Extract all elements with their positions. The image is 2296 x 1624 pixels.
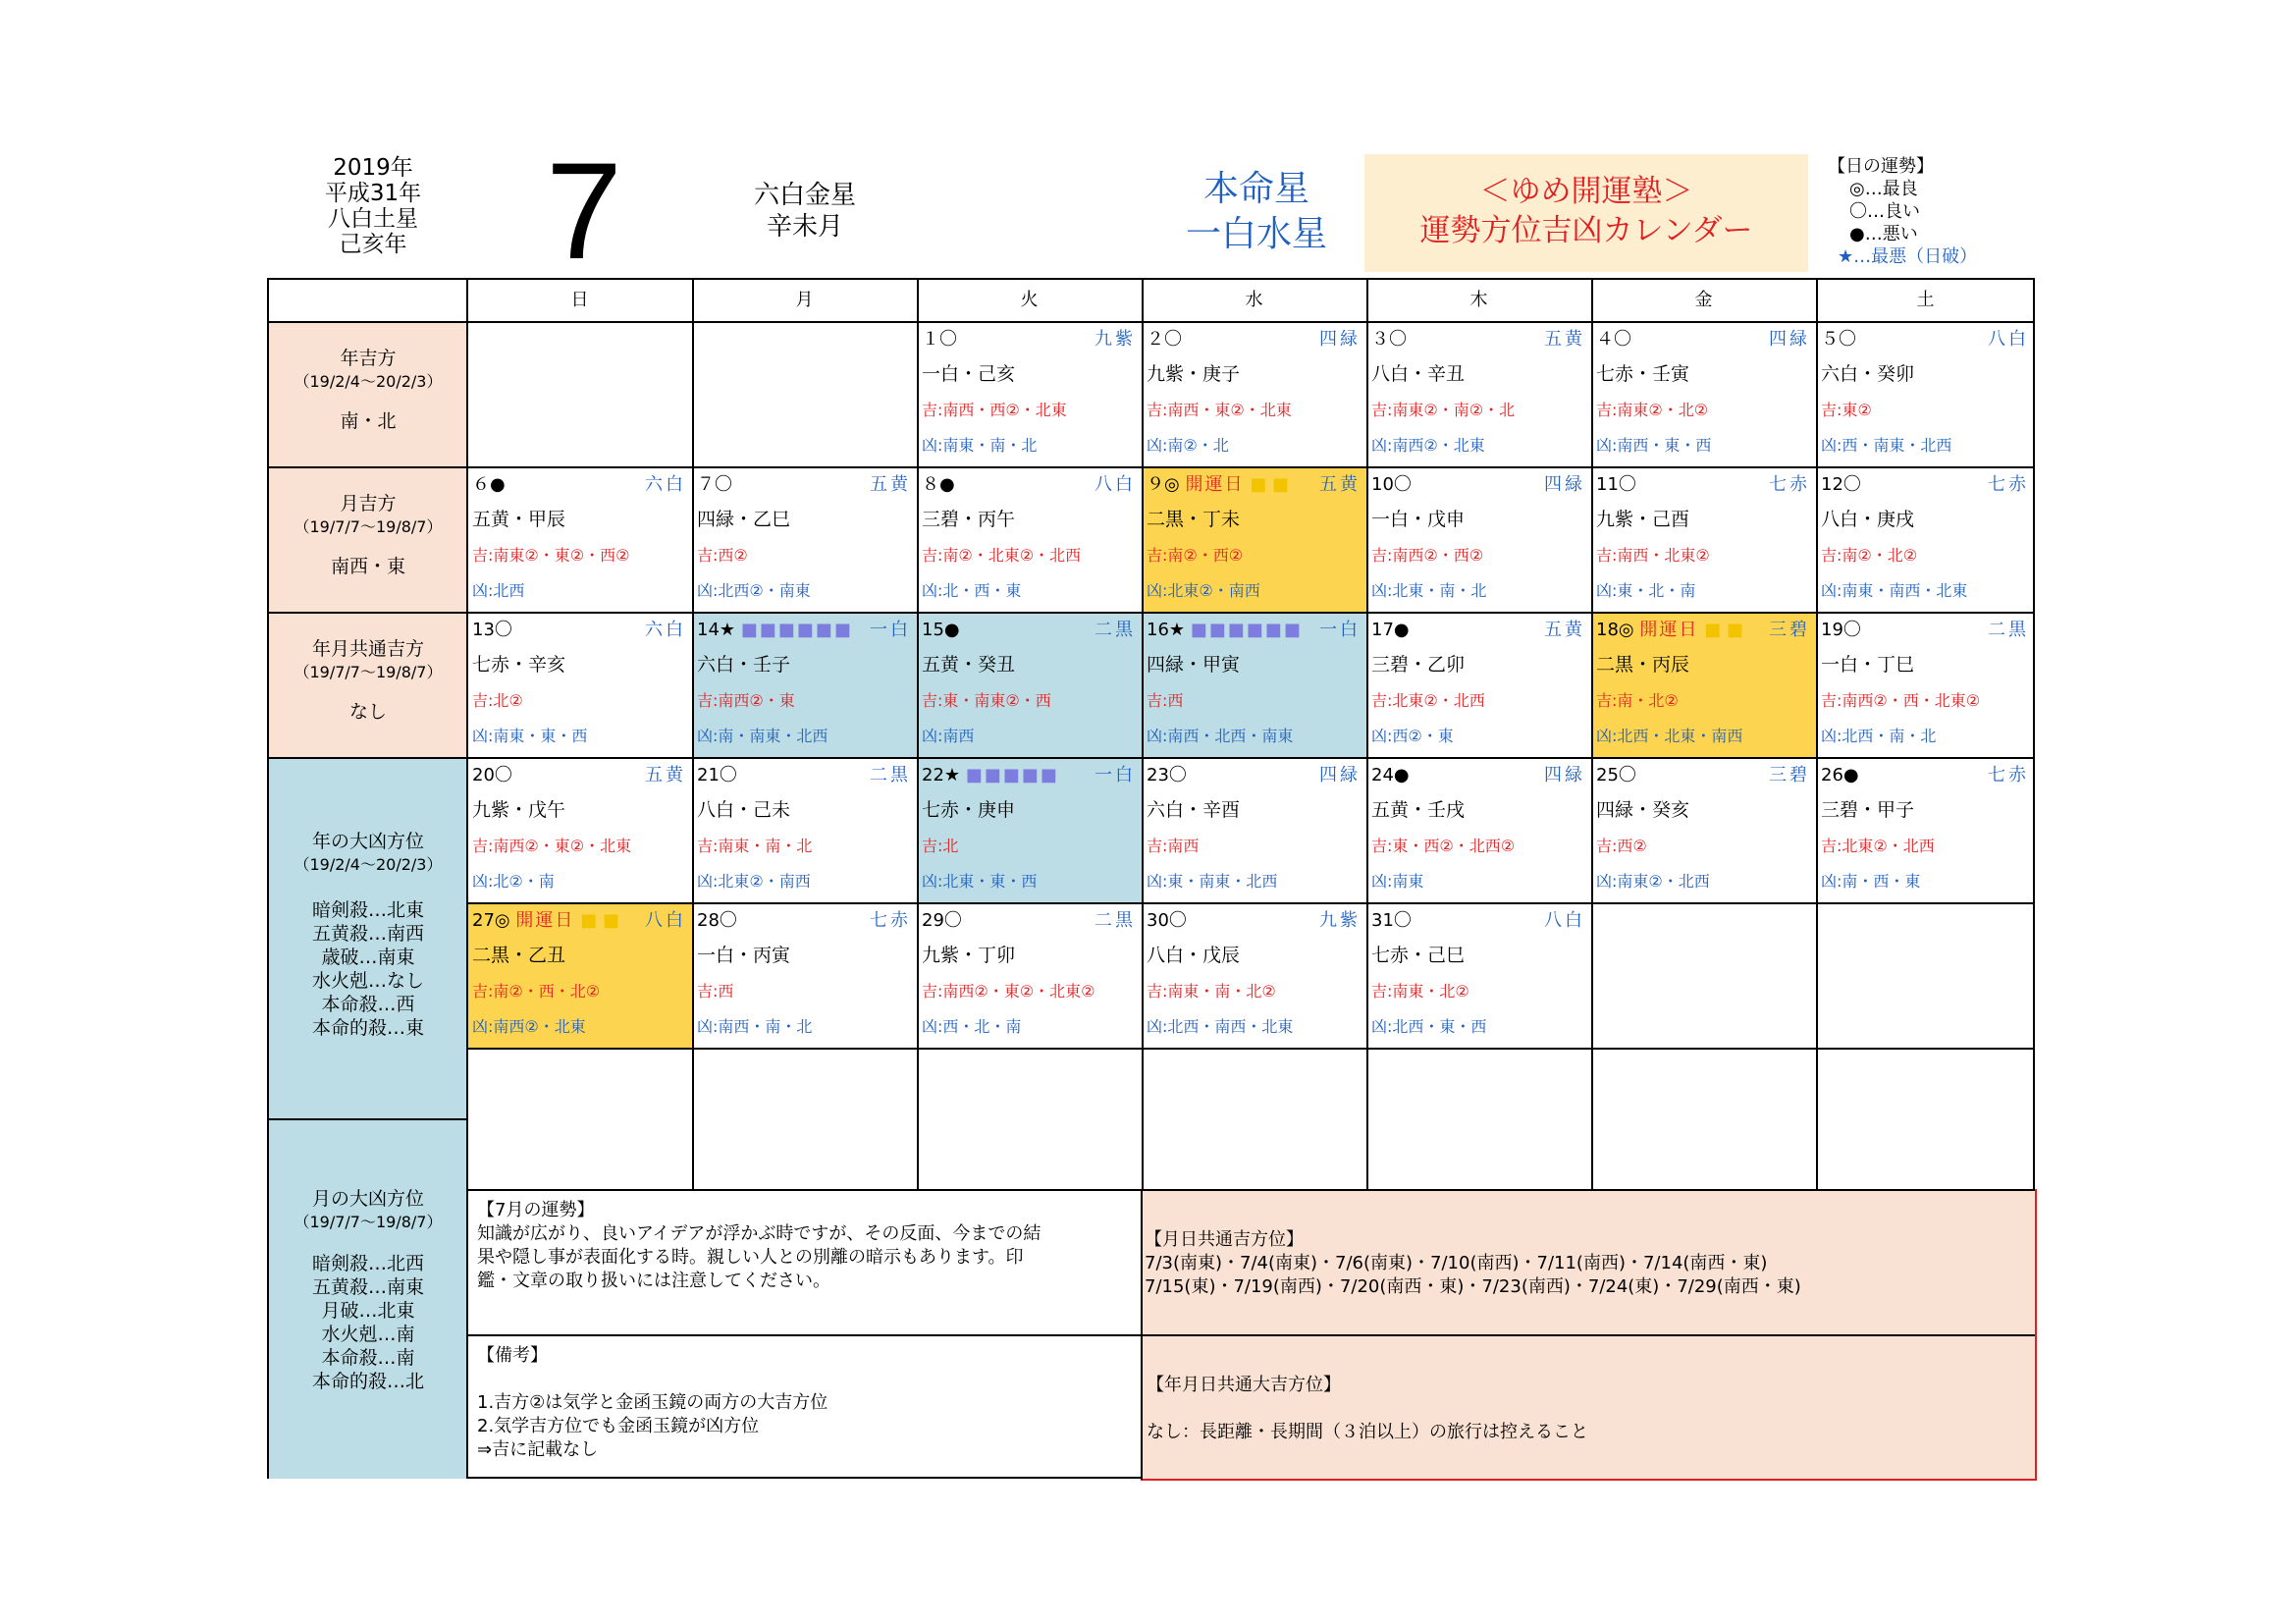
kaiun-badge: 開運日 [515, 910, 575, 931]
legend-item: ●…悪い [1849, 224, 1918, 244]
year-bad-block [269, 757, 467, 1118]
day-label: 29〇 [922, 910, 962, 931]
day-kyo: 凶:北西・北東・南西 [1596, 727, 1743, 745]
month-star-line: 辛未月 [766, 212, 843, 242]
day-kyo: 凶:南西②・北東 [1371, 436, 1485, 455]
day-star: 五黄 [645, 765, 686, 785]
day-star: 一白 [1319, 620, 1361, 640]
day-kichi: 吉:北② [472, 691, 523, 710]
day-star: 八白 [1544, 910, 1585, 931]
month-number: 7 [546, 134, 622, 288]
year-luck-period: （19/2/4～20/2/3） [294, 372, 443, 391]
day-cell[interactable] [1366, 902, 1591, 1048]
month-bad-block [269, 1118, 467, 1479]
day-label: 26● [1821, 765, 1859, 785]
day-kyo: 凶:北・西・東 [922, 581, 1022, 600]
month-bad-item: 月破…北東 [321, 1300, 415, 1322]
day-kichi: 吉:西 [1147, 691, 1184, 710]
grid-vline [466, 280, 468, 1479]
day-cell[interactable] [1816, 466, 2035, 612]
day-kanshi: 五黄・癸丑 [922, 654, 1016, 676]
day-kichi: 吉:南西②・西② [1371, 546, 1484, 565]
month-bad-item: 本命的殺…北 [311, 1371, 424, 1392]
grid-vline [1366, 280, 1368, 1189]
day-kichi: 吉:南西②・西・北東② [1821, 691, 1981, 710]
day-kanshi: 二黒・乙丑 [472, 945, 566, 966]
weekday-wed: 水 [1245, 290, 1263, 310]
month-bad-item: 五黄殺…南東 [311, 1276, 424, 1298]
day-label: 24● [1371, 765, 1410, 785]
day-kanshi: 七赤・庚申 [922, 799, 1016, 821]
day-kanshi: 六白・壬子 [697, 654, 791, 676]
day-label: 14★ [697, 620, 736, 640]
day-cell[interactable] [917, 612, 1142, 757]
kaiun-marks: ■ ■ [1704, 620, 1743, 640]
day-kanshi: 一白・己亥 [922, 363, 1016, 385]
day-label: １〇 [922, 329, 957, 350]
day-star: 九紫 [1319, 910, 1361, 931]
kaiun-badge: 開運日 [1185, 474, 1245, 495]
weekday-fri: 金 [1694, 290, 1713, 310]
day-label: ８● [922, 474, 955, 495]
grid-vline [1141, 1189, 1143, 1480]
ymd-common-box [1141, 1334, 2037, 1481]
day-cell[interactable] [1591, 757, 1816, 902]
year-luck-title: 年吉方 [340, 348, 397, 369]
day-kyo: 凶:北②・南 [472, 872, 555, 891]
title-line: 運勢方位吉凶カレンダー [1419, 213, 1753, 248]
day-kyo: 凶:南・西・東 [1821, 872, 1921, 891]
weekday-tue: 火 [1020, 290, 1039, 310]
year-bad-item: 歳破…南東 [321, 947, 415, 968]
day-cell[interactable] [467, 902, 692, 1048]
weekday-mon: 月 [795, 290, 814, 310]
day-star: 四緑 [1544, 474, 1585, 495]
year-bad-title: 年の大凶方位 [311, 831, 424, 852]
day-label: 18◎ [1596, 620, 1634, 640]
day-label: 10〇 [1371, 474, 1412, 495]
remarks-line: ⇒吉に記載なし [477, 1439, 599, 1460]
day-label: 21〇 [697, 765, 737, 785]
honmei-line: 本命星 [1202, 169, 1309, 209]
day-kanshi: 九紫・丁卯 [922, 945, 1016, 966]
legend-item: 〇…良い [1849, 201, 1920, 222]
day-kanshi: 八白・己未 [697, 799, 791, 821]
day-kanshi: 三碧・丙午 [922, 509, 1016, 530]
day-kanshi: 八白・辛丑 [1371, 363, 1466, 385]
day-star: 三碧 [1769, 620, 1810, 640]
day-kanshi: 六白・辛酉 [1147, 799, 1241, 821]
grid-vline [692, 280, 694, 1189]
day-label: 20〇 [472, 765, 512, 785]
day-kyo: 凶:南東・南・北 [922, 436, 1038, 455]
month-fortune-box [469, 1189, 1142, 1332]
common-luck-block [269, 612, 467, 757]
day-label: ５〇 [1821, 329, 1856, 350]
weekday-thu: 木 [1469, 290, 1488, 310]
day-kyo: 凶:北東・南・北 [1371, 581, 1487, 600]
day-label: 28〇 [697, 910, 737, 931]
day-label: 25〇 [1596, 765, 1636, 785]
common-luck-title: 年月共通吉方 [311, 638, 424, 660]
month-fortune-line: 鑑・文章の取り扱いには注意してください。 [477, 1271, 830, 1291]
day-star: 七赤 [1769, 474, 1810, 495]
year-luck-value: 南・北 [340, 410, 397, 432]
day-kyo: 凶:北東②・南西 [1147, 581, 1260, 600]
day-label: 12〇 [1821, 474, 1861, 495]
year-bad-period: （19/2/4～20/2/3） [294, 855, 443, 874]
day-kichi: 吉:北 [922, 837, 959, 855]
day-kanshi: 二黒・丙辰 [1596, 654, 1690, 676]
common-luck-value: なし [348, 701, 387, 723]
day-kanshi: 一白・戊申 [1371, 509, 1466, 530]
day-star: 八白 [1095, 474, 1136, 495]
day-star: 九紫 [1095, 329, 1136, 350]
day-label: ３〇 [1371, 329, 1407, 350]
day-kanshi: 一白・丁巳 [1821, 654, 1915, 676]
day-kyo: 凶:西・南東・北西 [1821, 436, 1952, 455]
day-star: 五黄 [1319, 474, 1361, 495]
grid-hline [467, 1334, 2035, 1336]
day-kanshi: 四緑・乙巳 [697, 509, 791, 530]
month-bad-item: 水火剋…南 [321, 1324, 415, 1345]
day-cell[interactable] [692, 902, 917, 1048]
day-star: 二黒 [1095, 910, 1136, 931]
day-cell[interactable] [1366, 757, 1591, 902]
day-kanshi: 三碧・甲子 [1821, 799, 1915, 821]
day-cell[interactable] [692, 466, 917, 612]
day-kichi: 吉:北東②・北西 [1821, 837, 1935, 855]
day-star: 八白 [1988, 329, 2029, 350]
day-kichi: 吉:南西②・東 [697, 691, 795, 710]
day-star: 七赤 [1988, 474, 2029, 495]
day-kichi: 吉:東・南東②・西 [922, 691, 1051, 710]
day-fortune-legend [1828, 155, 2024, 268]
remarks-box [469, 1334, 1142, 1478]
month-bad-item: 暗剣殺…北西 [311, 1253, 424, 1274]
day-kyo: 凶:南東 [1371, 872, 1424, 891]
day-kanshi: 三碧・乙卯 [1371, 654, 1466, 676]
day-kanshi: 七赤・壬寅 [1596, 363, 1690, 385]
grid-hline [467, 1189, 2035, 1191]
day-kanshi: 七赤・己巳 [1371, 945, 1466, 966]
day-kanshi: 八白・戊辰 [1147, 945, 1241, 966]
day-label: 13〇 [472, 620, 512, 640]
day-kichi: 吉:南西・東②・北東 [1147, 401, 1292, 419]
day-kyo: 凶:南西・北西・南東 [1147, 727, 1294, 745]
day-cell[interactable] [1142, 757, 1366, 902]
grid-hline [467, 902, 2035, 904]
day-kichi: 吉:東② [1821, 401, 1872, 419]
monthday-line: 7/3(南東)・7/4(南東)・7/6(南東)・7/10(南西)・7/11(南西)・7/14(南西・東) [1145, 1253, 1768, 1273]
day-kyo: 凶:北西②・南東 [697, 581, 811, 600]
day-kichi: 吉:南西②・東②・北東 [472, 837, 632, 855]
day-cell[interactable] [467, 757, 692, 902]
day-star: 五黄 [870, 474, 911, 495]
remarks-title: 【備考】 [477, 1345, 548, 1366]
day-cell[interactable] [1591, 466, 1816, 612]
calendar-title [1364, 154, 1808, 272]
day-kanshi: 二黒・丁未 [1147, 509, 1241, 530]
day-cell[interactable] [467, 612, 692, 757]
day-kanshi: 六白・癸卯 [1821, 363, 1915, 385]
day-kyo: 凶:北西・南・北 [1821, 727, 1937, 745]
day-kyo: 凶:東・南東・北西 [1147, 872, 1278, 891]
day-kyo: 凶:南東②・北西 [1596, 872, 1710, 891]
month-fortune-title: 【7月の運勢】 [477, 1200, 595, 1220]
day-cell[interactable] [917, 466, 1142, 612]
month-luck-block [269, 466, 467, 612]
day-label: ９◎ [1147, 474, 1180, 495]
title-line: ＜ゆめ開運塾＞ [1479, 174, 1693, 209]
grid-hline [269, 612, 2033, 614]
day-kanshi: 八白・庚戌 [1821, 509, 1915, 530]
day-cell[interactable] [1142, 612, 1366, 757]
day-kichi: 吉:南②・北東②・北西 [922, 546, 1082, 565]
day-label: 23〇 [1147, 765, 1187, 785]
year-luck-block [269, 321, 467, 466]
day-cell[interactable] [917, 902, 1142, 1048]
day-label: 16★ [1147, 620, 1186, 640]
day-kanshi: 五黄・壬戌 [1371, 799, 1466, 821]
day-label: 15● [922, 620, 960, 640]
kaiun-marks: ■ ■ [580, 910, 619, 931]
day-kyo: 凶:南・南東・北西 [697, 727, 828, 745]
day-cell[interactable] [1591, 321, 1816, 466]
day-kyo: 凶:西・北・南 [922, 1017, 1022, 1036]
day-kyo: 凶:北東・東・西 [922, 872, 1038, 891]
monthday-common-box [1141, 1189, 2037, 1336]
day-label: 11〇 [1596, 474, 1636, 495]
day-kanshi: 五黄・甲辰 [472, 509, 566, 530]
day-kichi: 吉:南②・西・北② [472, 982, 601, 1001]
day-kyo: 凶:南西 [922, 727, 975, 745]
grid-vline [1591, 280, 1593, 1189]
monthday-title: 【月日共通吉方位】 [1145, 1229, 1304, 1250]
ymd-line: なし：長距離・長期間（３泊以上）の旅行は控えること [1147, 1422, 1588, 1442]
day-kanshi: 七赤・辛亥 [472, 654, 566, 676]
day-cell[interactable] [1142, 902, 1366, 1048]
kaiun-badge: 開運日 [1639, 620, 1699, 640]
day-star: 四緑 [1769, 329, 1810, 350]
day-label: ６● [472, 474, 506, 495]
day-label: 17● [1371, 620, 1410, 640]
day-cell[interactable] [917, 757, 1142, 902]
month-bad-item: 本命殺…南 [321, 1347, 415, 1369]
day-kyo: 凶:北西・南西・北東 [1147, 1017, 1294, 1036]
grid-vline [917, 280, 919, 1189]
day-star: 三碧 [1769, 765, 1810, 785]
day-kichi: 吉:南東②・北② [1596, 401, 1709, 419]
day-cell[interactable] [1816, 757, 2035, 902]
year-line: 己亥年 [339, 232, 407, 257]
day-kichi: 吉:南西・北東② [1596, 546, 1710, 565]
honmei-star [1158, 167, 1355, 257]
day-kichi: 吉:西② [697, 546, 748, 565]
day-star: 七赤 [1988, 765, 2029, 785]
year-line: 八白土星 [328, 206, 418, 232]
day-star: 六白 [645, 620, 686, 640]
remarks-line: 2.気学吉方位でも金函玉鏡が凶方位 [477, 1416, 760, 1436]
grid-hline [269, 321, 2033, 323]
day-cell[interactable] [1142, 466, 1366, 612]
month-star-line: 六白金星 [753, 181, 856, 210]
year-bad-item: 水火剋…なし [311, 970, 424, 992]
legend-item-star: ★…最悪（日破） [1838, 246, 1978, 267]
year-bad-item: 本命殺…西 [321, 994, 415, 1015]
day-kanshi: 九紫・戊午 [472, 799, 566, 821]
day-kichi: 吉:南東・南・北② [1147, 982, 1276, 1001]
day-label: 19〇 [1821, 620, 1861, 640]
day-kichi: 吉:南東・南・北 [697, 837, 813, 855]
day-star: 一白 [1095, 765, 1136, 785]
day-cell[interactable] [467, 466, 692, 612]
day-star: 一白 [870, 620, 911, 640]
month-luck-value: 南西・東 [330, 556, 405, 577]
grid-hline [269, 1118, 467, 1120]
day-kichi: 吉:西② [1596, 837, 1647, 855]
month-star [726, 180, 883, 243]
day-kyo: 凶:西②・東 [1371, 727, 1454, 745]
kaiun-marks: ■ ■ [1250, 474, 1289, 495]
day-kyo: 凶:南東・南西・北東 [1821, 581, 1968, 600]
day-kanshi: 一白・丙寅 [697, 945, 791, 966]
day-kichi: 吉:東・西②・北西② [1371, 837, 1516, 855]
day-star: 四緑 [1319, 329, 1361, 350]
monthday-line: 7/15(東)・7/19(南西)・7/20(南西・東)・7/23(南西)・7/24(東)・7/29(南西・東) [1145, 1276, 1801, 1297]
day-label: 30〇 [1147, 910, 1187, 931]
day-cell[interactable] [1142, 321, 1366, 466]
day-cell[interactable] [1591, 612, 1816, 757]
day-kanshi: 四緑・癸亥 [1596, 799, 1690, 821]
day-star: 五黄 [1544, 620, 1585, 640]
day-kichi: 吉:北東②・北西 [1371, 691, 1485, 710]
day-star: 八白 [645, 910, 686, 931]
weekday-sat: 土 [1916, 290, 1935, 310]
day-kyo: 凶:北西・東・西 [1371, 1017, 1487, 1036]
day-kichi: 吉:南②・西② [1147, 546, 1244, 565]
day-kichi: 吉:南②・北② [1821, 546, 1918, 565]
day-kyo: 凶:北西 [472, 581, 525, 600]
hakai-marks: ■■■■■■ [1190, 620, 1303, 640]
grid-vline [1142, 280, 1144, 1189]
ymd-title: 【年月日共通大吉方位】 [1147, 1375, 1341, 1395]
remarks-line: 1.吉方②は気学と金函玉鏡の両方の大吉方位 [477, 1392, 828, 1413]
day-kyo: 凶:南西②・北東 [472, 1017, 586, 1036]
day-kyo: 凶:南東・東・西 [472, 727, 588, 745]
month-luck-title: 月吉方 [340, 493, 397, 514]
common-luck-period: （19/7/7～19/8/7） [294, 663, 443, 681]
day-kichi: 吉:南西②・東②・北東② [922, 982, 1095, 1001]
month-bad-period: （19/7/7～19/8/7） [294, 1213, 443, 1231]
day-cell[interactable] [692, 612, 917, 757]
day-kichi: 吉:南東②・南②・北 [1371, 401, 1516, 419]
honmei-line: 一白水星 [1185, 214, 1327, 254]
day-star: 六白 [645, 474, 686, 495]
day-kanshi: 九紫・庚子 [1147, 363, 1241, 385]
day-star: 四緑 [1319, 765, 1361, 785]
day-star: 五黄 [1544, 329, 1585, 350]
legend-item: ◎…最良 [1849, 179, 1918, 199]
day-star: 二黒 [1988, 620, 2029, 640]
day-label: 31〇 [1371, 910, 1412, 931]
day-kyo: 凶:北東②・南西 [697, 872, 811, 891]
day-kichi: 吉:西 [697, 982, 734, 1001]
year-bad-item: 五黄殺…南西 [311, 923, 424, 945]
day-kichi: 吉:南東②・東②・西② [472, 546, 630, 565]
calendar-grid [267, 278, 2035, 1479]
grid-vline [1816, 280, 1818, 1189]
day-cell[interactable] [1816, 321, 2035, 466]
day-kanshi: 四緑・甲寅 [1147, 654, 1241, 676]
day-kichi: 吉:南・北② [1596, 691, 1679, 710]
day-star: 二黒 [870, 765, 911, 785]
month-luck-period: （19/7/7～19/8/7） [294, 517, 443, 536]
day-kichi: 吉:南東・北② [1371, 982, 1469, 1001]
day-cell[interactable] [1366, 321, 1591, 466]
day-star: 七赤 [870, 910, 911, 931]
day-label: ４〇 [1596, 329, 1631, 350]
year-info [294, 155, 452, 257]
month-fortune-line: 知識が広がり、良いアイデアが浮かぶ時ですが、その反面、今までの結 [477, 1223, 1041, 1244]
year-bad-item: 本命的殺…東 [311, 1017, 424, 1039]
day-cell[interactable] [1366, 612, 1591, 757]
day-star: 二黒 [1095, 620, 1136, 640]
grid-hline [269, 757, 2033, 759]
day-cell[interactable] [917, 321, 1142, 466]
grid-hline [467, 1048, 2035, 1050]
day-kyo: 凶:南西・南・北 [697, 1017, 813, 1036]
hakai-marks: ■■■■■■ [740, 620, 853, 640]
day-kichi: 吉:南西 [1147, 837, 1200, 855]
day-label: 27◎ [472, 910, 510, 931]
day-cell[interactable] [1816, 612, 2035, 757]
day-kichi: 吉:南西・西②・北東 [922, 401, 1067, 419]
day-cell[interactable] [1366, 466, 1591, 612]
month-bad-title: 月の大凶方位 [311, 1188, 424, 1210]
day-label: ２〇 [1147, 329, 1182, 350]
day-kanshi: 九紫・己酉 [1596, 509, 1690, 530]
legend-title: 【日の運勢】 [1828, 156, 1934, 177]
weekday-sun: 日 [570, 290, 589, 310]
day-label: 22★ [922, 765, 961, 785]
month-fortune-line: 果や隠し事が表面化する時。親しい人との別離の暗示もあります。印 [477, 1247, 1024, 1268]
grid-hline [269, 466, 2033, 468]
day-kyo: 凶:南西・東・西 [1596, 436, 1712, 455]
day-kyo: 凶:南②・北 [1147, 436, 1229, 455]
day-star: 四緑 [1544, 765, 1585, 785]
day-label: ７〇 [697, 474, 732, 495]
year-line: 2019年 [333, 155, 413, 181]
hakai-marks: ■■■■■ [965, 765, 1059, 785]
day-cell[interactable] [692, 757, 917, 902]
day-kyo: 凶:東・北・南 [1596, 581, 1696, 600]
year-bad-item: 暗剣殺…北東 [311, 899, 424, 921]
year-line: 平成31年 [324, 181, 422, 206]
